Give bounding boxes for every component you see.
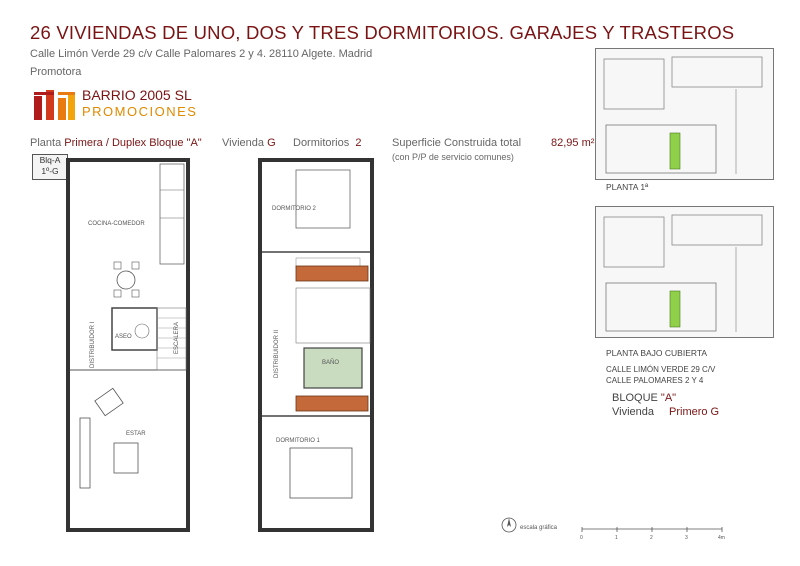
street-line-1: CALLE LIMÓN VERDE 29 C/V bbox=[606, 365, 716, 374]
promoter-label: Promotora bbox=[30, 66, 82, 78]
superficie-label: Superficie Construida total bbox=[392, 137, 522, 149]
superficie-note: (con P/P de servicio comunes) bbox=[392, 152, 514, 162]
highlight-unit bbox=[670, 291, 680, 327]
scale-tick-2: 2 bbox=[650, 535, 653, 540]
floor-plan bbox=[60, 158, 380, 548]
planta-info bbox=[30, 137, 202, 149]
lower-floor-plan bbox=[68, 160, 188, 530]
address: Calle Limón Verde 29 c/v Calle Palomares 2 y 4. 28110 Algete. Madrid bbox=[30, 48, 373, 60]
logo-subtitle: PROMOCIONES bbox=[82, 104, 198, 119]
room-distribuidor2: DISTRIBUIDOR II bbox=[274, 329, 280, 378]
street-line-2: CALLE PALOMARES 2 Y 4 bbox=[606, 376, 704, 385]
vivienda-label: Vivienda bbox=[222, 137, 264, 149]
wardrobe-2 bbox=[296, 396, 368, 411]
bloque-info bbox=[612, 392, 676, 404]
highlight-unit bbox=[670, 133, 680, 169]
room-dormitorio2: DORMITORIO 2 bbox=[272, 206, 316, 212]
dormitorios-info bbox=[293, 137, 361, 149]
planta-value: Primera / Duplex Bloque "A" bbox=[64, 137, 202, 149]
room-estar: ESTAR bbox=[126, 431, 146, 437]
site-map-planta1 bbox=[595, 48, 774, 180]
logo-name: BARRIO 2005 SL bbox=[82, 87, 192, 103]
unit-tag-line2: 1º-G bbox=[41, 166, 59, 176]
street-address bbox=[606, 364, 715, 386]
room-distribuidor1: DISTRIBUIDOR I bbox=[90, 321, 96, 368]
bloque-label: BLOQUE bbox=[612, 392, 658, 404]
scale-tick-1: 1 bbox=[615, 535, 618, 540]
dormitorios-value: 2 bbox=[355, 137, 362, 149]
north-compass-icon bbox=[500, 516, 518, 534]
scale-label: escala gráfica bbox=[520, 525, 558, 531]
company-logo bbox=[34, 86, 78, 120]
bano-room bbox=[304, 348, 362, 388]
room-dormitorio1: DORMITORIO 1 bbox=[276, 438, 320, 444]
vivienda-location-value: Primero G bbox=[669, 406, 720, 418]
room-bano: BAÑO bbox=[322, 360, 340, 366]
scale-tick-4: 4m bbox=[718, 535, 725, 540]
bloque-value: "A" bbox=[660, 392, 677, 404]
vivienda-location-label: Vivienda bbox=[612, 406, 654, 418]
room-escalera: ESCALERA bbox=[174, 321, 180, 354]
superficie-value: 82,95 m² bbox=[551, 137, 595, 149]
scale-tick-3: 3 bbox=[685, 535, 688, 540]
site-map-label-2: PLANTA BAJO CUBIERTA bbox=[606, 348, 708, 358]
scale-bar bbox=[580, 524, 732, 540]
vivienda-value: G bbox=[267, 137, 276, 149]
site-map-label-1: PLANTA 1ª bbox=[606, 182, 649, 192]
planta-label: Planta bbox=[30, 137, 62, 149]
vivienda-info bbox=[222, 137, 276, 149]
room-aseo: ASEO bbox=[115, 334, 132, 340]
scale-tick-0: 0 bbox=[580, 535, 583, 540]
room-cocina: COCINA-COMEDOR bbox=[88, 221, 145, 227]
site-map-bajo-cubierta bbox=[595, 206, 774, 338]
unit-tag-line1: Blq-A bbox=[39, 155, 61, 165]
page-title: 26 VIVIENDAS DE UNO, DOS Y TRES DORMITORIOS. GARAJES Y TRASTEROS bbox=[30, 22, 735, 43]
upper-floor-plan bbox=[260, 160, 372, 530]
lower-floor-walls bbox=[68, 160, 188, 530]
wardrobe-1 bbox=[296, 266, 368, 281]
dormitorios-label: Dormitorios bbox=[293, 137, 350, 149]
